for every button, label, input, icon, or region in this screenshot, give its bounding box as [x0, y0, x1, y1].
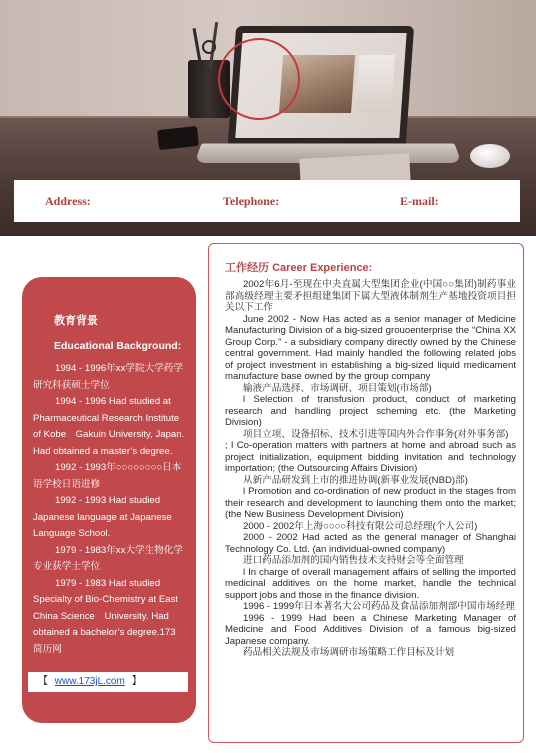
career-paragraph: l Promotion and co-ordination of new product in the stages from their research and development to launching them onto the market; (the New Business Development Division): [225, 486, 516, 520]
career-title-en: Career Experience:: [272, 262, 373, 274]
education-title-en: Educational Background:: [54, 340, 182, 352]
telephone-label: Telephone:: [223, 194, 280, 208]
career-paragraph: l In charge of overall management affairs of selling the imported medicinal additives on the home market, handle the technical support jobs and those in the finance division.: [225, 566, 516, 601]
email-label: E-mail:: [400, 194, 439, 208]
link-bracket-close: 】: [131, 676, 142, 687]
education-paragraph: 1992 - 1993年○○○○○○○○日本语学校日语进修: [33, 462, 182, 490]
education-paragraph: 1979 - 1983年xx大学生物化学专业获学士学位: [33, 544, 183, 572]
career-paragraph: 2000 - 2002 Had acted as the general manager of Shanghai Technology Co. Ltd. (an individual-owned company): [225, 532, 516, 555]
education-paragraph: 1992 - 1993 Had studied Japanese language at Japanese Language School.: [33, 495, 172, 539]
career-paragraph: 项目立项、设备招标、技术引进等国内外合作事务(对外事务部): [243, 428, 509, 440]
scissors-icon: [202, 40, 216, 54]
career-paragraph: 1996 - 1999年日本著名大公司药品及食品添加剂部中国市场经理: [243, 601, 515, 612]
career-paragraph: 输液产品选择、市场调研、项目策划(市场部): [243, 382, 432, 394]
education-paragraph: 1994 - 1996 Had studied at Pharmaceutical Research Institute of Kobe Gakuin University, Japan. Had obtained a master’s degree.: [33, 396, 185, 457]
mouse-icon: [470, 144, 510, 168]
decorative-circle: [218, 38, 300, 120]
address-label: Address:: [45, 194, 91, 208]
career-paragraph: 药品相关法规及市场调研市场策略工作目标及计划: [243, 647, 455, 658]
link-bracket-open: 【: [38, 676, 48, 687]
career-paragraph: 2000 - 2002年上海○○○○科技有限公司总经理(个人公司): [243, 520, 478, 532]
career-title: [225, 259, 372, 275]
website-link-box: [28, 672, 188, 692]
career-paragraph: l Selection of transfusion product, conduct of marketing research and handling project scheming etc. (the Marketing Division): [225, 394, 516, 428]
career-paragraph: 2002年6月-至现在中夬直属大型集团企业(中国○○集团)制药事业部高级经理主要矛担组建集团下属大型液体制剂生产基地投资项目担关以下工作: [225, 279, 516, 313]
career-body: [225, 279, 516, 659]
career-paragraph: 进口药品添加剂的国内销售技术支持财会等全面管理: [243, 555, 464, 566]
phone-icon: [157, 126, 199, 150]
education-paragraph: 1994 - 1996年xx学院大学药学研究科获硕士学位: [33, 363, 183, 391]
education-body: [33, 361, 185, 658]
career-paragraph: June 2002 - Now Has acted as a senior manager of Medicine Manufacturing Division of a big-sized grouoenterprise the “China XX Group Corp.” - a subsidiary company directly owned by the Chinese central government. Had mainly handled the following related jobs of project investment in establishing a big-sized liquid medicament manufacture base owned by the group company: [225, 313, 516, 382]
contact-bar: [14, 180, 520, 222]
career-paragraph: ; l Co-operation matters with partners at home and abroad such as project initialization, equipment bidding invitation and technology importation; (the Outsourcing Affairs Division): [225, 440, 516, 474]
career-paragraph: 1996 - 1999 Had been a Chinese Marketing Manager of Medicine and Food Additives Division of a famous big-sized Japanese company.: [225, 612, 516, 647]
education-paragraph: 1979 - 1983 Had studied Specialty of Bio-Chemistry at East China Science University. Had obtained a bachelor’s degree.173简历网: [33, 577, 179, 655]
laptop-display-sidebar: [355, 55, 395, 113]
website-link[interactable]: www.173jL.com: [54, 676, 125, 687]
education-title-cn: 教育背景: [54, 315, 98, 327]
career-title-cn: 工作经历: [225, 261, 269, 274]
career-paragraph: 从新产品研发到上市的推进协调(新事业发展(NBD)部): [243, 474, 468, 486]
